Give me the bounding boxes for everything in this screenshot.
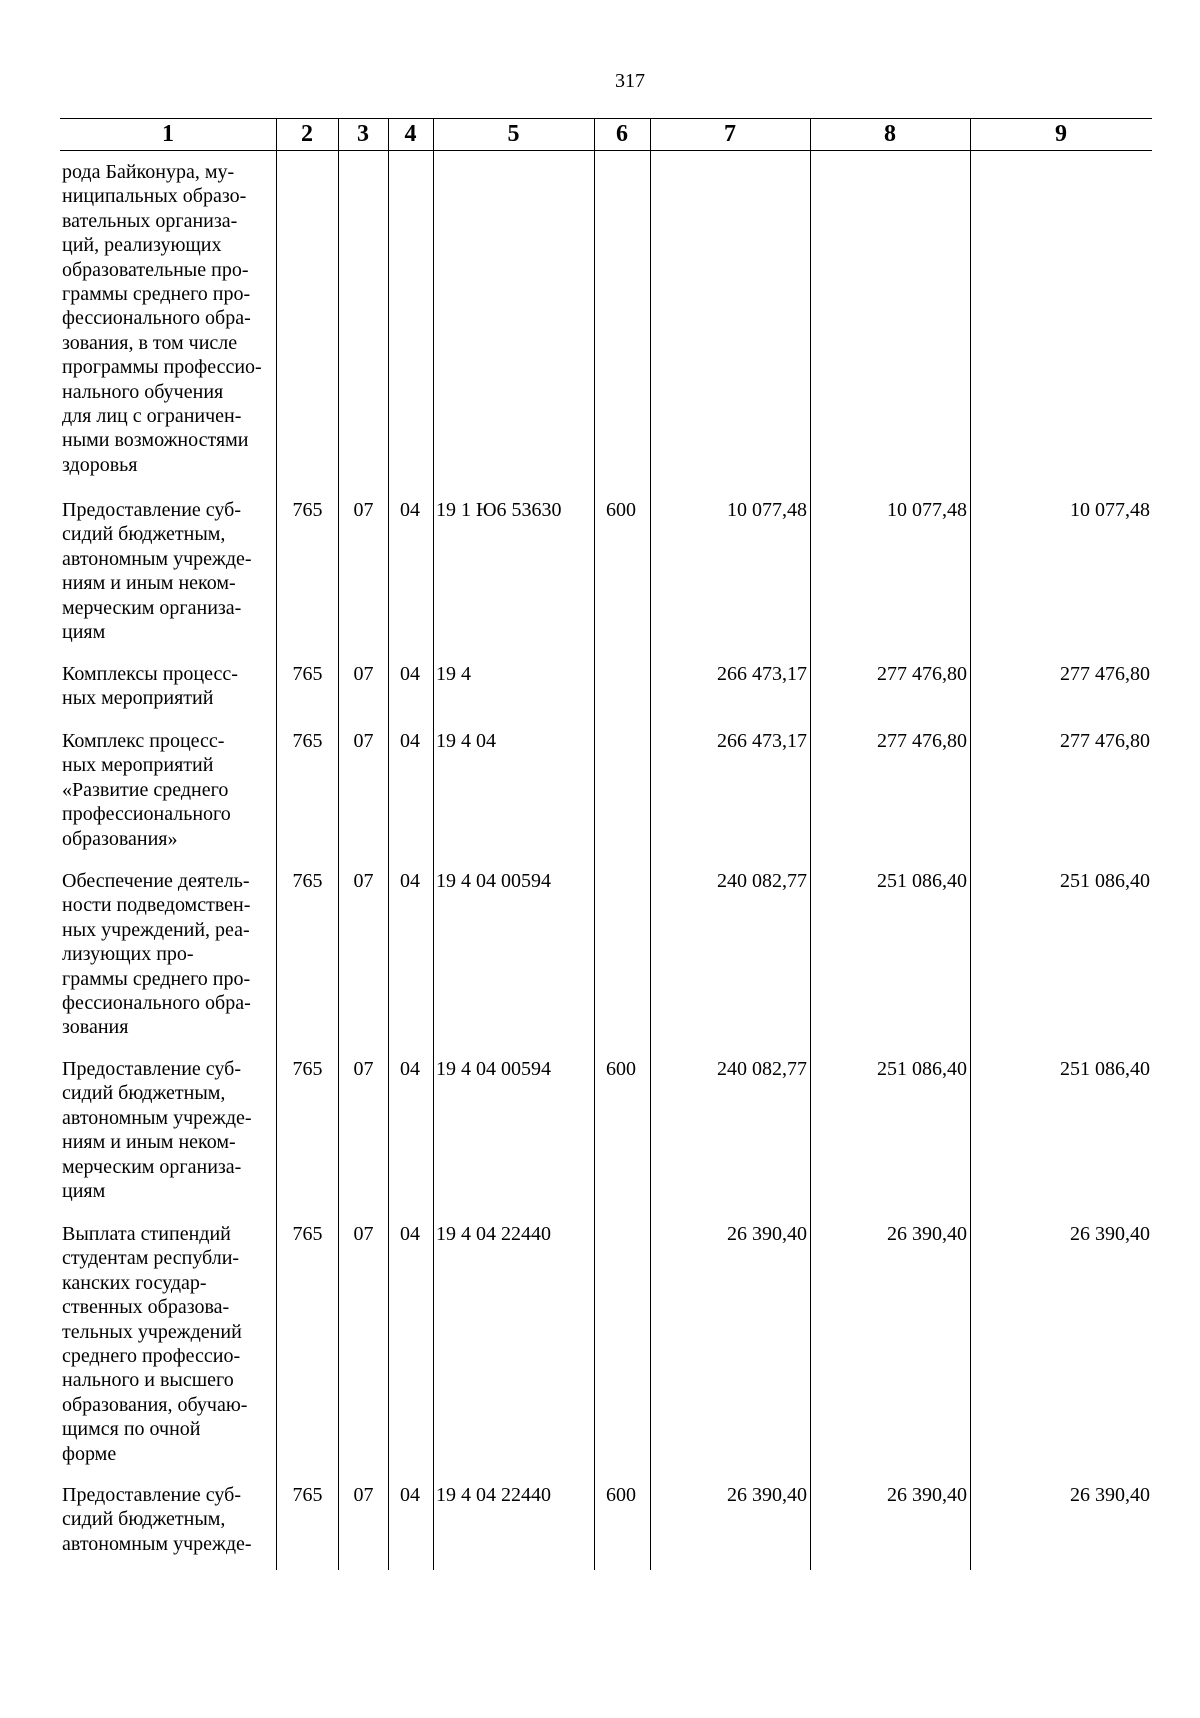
cell-amount-9: 277 476,80 — [1060, 730, 1150, 752]
header-col-5: 5 — [507, 121, 520, 147]
cell-code-5: 19 4 04 — [436, 730, 496, 752]
header-col-8: 8 — [884, 121, 896, 147]
row-description: Предоставление суб- сидий бюджетным, автономным учрежде- ниям и иным неком- мерческим организа- циям — [62, 1058, 252, 1203]
row-description: Выплата стипендий студентам республи- канских государ- ственных образова- тельных учреждений среднего профессио- нального и высшего образования, обучаю- щимся по очной форме — [62, 1223, 248, 1465]
cell-amount-9: 26 390,40 — [1070, 1223, 1150, 1245]
header-col-4: 4 — [404, 121, 417, 147]
cell-code-4: 04 — [400, 499, 420, 521]
cell-code-4: 04 — [400, 1484, 420, 1506]
cell-code-2: 765 — [292, 1058, 323, 1080]
column-divider — [650, 118, 651, 1570]
cell-amount-9: 26 390,40 — [1070, 1484, 1150, 1506]
cell-amount-8: 277 476,80 — [877, 663, 967, 685]
cell-code-3: 07 — [353, 499, 374, 521]
cell-code-2: 765 — [292, 730, 323, 752]
cell-code-3: 07 — [353, 663, 374, 685]
cell-amount-8: 251 086,40 — [877, 1058, 967, 1080]
cell-code-2: 765 — [292, 1484, 323, 1506]
cell-amount-7: 240 082,77 — [717, 870, 807, 892]
cell-amount-7: 26 390,40 — [727, 1484, 807, 1506]
cell-code-5: 19 4 04 22440 — [436, 1223, 551, 1245]
cell-amount-9: 251 086,40 — [1060, 1058, 1150, 1080]
page-number: 317 — [615, 70, 645, 92]
cell-code-5: 19 4 04 00594 — [436, 870, 551, 892]
cell-code-2: 765 — [292, 1223, 323, 1245]
cell-amount-9: 251 086,40 — [1060, 870, 1150, 892]
column-divider — [433, 118, 434, 1570]
header-col-7: 7 — [724, 121, 736, 147]
cell-amount-8: 26 390,40 — [887, 1484, 967, 1506]
header-col-2: 2 — [301, 121, 313, 147]
cell-code-4: 04 — [400, 730, 420, 752]
cell-code-4: 04 — [400, 870, 420, 892]
cell-amount-8: 251 086,40 — [877, 870, 967, 892]
column-divider — [810, 118, 811, 1570]
budget-table — [60, 118, 1152, 1570]
column-divider — [388, 118, 389, 1570]
cell-amount-7: 26 390,40 — [727, 1223, 807, 1245]
cell-amount-9: 277 476,80 — [1060, 663, 1150, 685]
cell-amount-8: 10 077,48 — [887, 499, 967, 521]
cell-amount-7: 240 082,77 — [717, 1058, 807, 1080]
cell-amount-7: 266 473,17 — [717, 730, 807, 752]
column-divider — [594, 118, 595, 1570]
header-col-6: 6 — [616, 121, 628, 147]
cell-amount-8: 277 476,80 — [877, 730, 967, 752]
row-description: Обеспечение деятель- ности подведомствен- ных учреждений, реа- лизующих про- граммы среднего про- фессионального обра- зования — [62, 870, 251, 1039]
column-divider — [970, 118, 971, 1570]
cell-code-4: 04 — [400, 663, 420, 685]
cell-code-6: 600 — [606, 1058, 636, 1080]
row-description: рода Байконура, му- ниципальных образо- вательных организа- ций, реализующих образовательные про- граммы среднего про- фессионального обра- зования, в том числе программы профессио- нального обучения для лиц с ограничен- ными возможностями здоровья — [62, 161, 262, 476]
cell-code-4: 04 — [400, 1058, 420, 1080]
cell-amount-8: 26 390,40 — [887, 1223, 967, 1245]
cell-code-4: 04 — [400, 1223, 420, 1245]
header-col-3: 3 — [357, 121, 369, 147]
header-col-1: 1 — [162, 121, 174, 147]
cell-code-6: 600 — [606, 499, 636, 521]
cell-code-3: 07 — [353, 1484, 374, 1506]
row-description: Комплексы процесс- ных мероприятий — [62, 663, 238, 710]
header-bottom-rule — [60, 150, 1152, 151]
cell-code-3: 07 — [353, 870, 374, 892]
cell-code-2: 765 — [292, 870, 323, 892]
cell-code-5: 19 4 — [436, 663, 471, 685]
cell-code-3: 07 — [353, 1223, 374, 1245]
cell-amount-9: 10 077,48 — [1070, 499, 1150, 521]
row-description: Комплекс процесс- ных мероприятий «Развитие среднего профессионального образования» — [62, 730, 231, 850]
cell-code-5: 19 1 Ю6 53630 — [436, 499, 562, 521]
cell-code-6: 600 — [606, 1484, 636, 1506]
column-divider — [338, 118, 339, 1570]
cell-code-3: 07 — [353, 1058, 374, 1080]
cell-code-2: 765 — [292, 663, 323, 685]
cell-amount-7: 10 077,48 — [727, 499, 807, 521]
cell-code-5: 19 4 04 00594 — [436, 1058, 551, 1080]
row-description: Предоставление суб- сидий бюджетным, автономным учрежде- ниям и иным неком- мерческим организа- циям — [62, 499, 252, 644]
cell-code-5: 19 4 04 22440 — [436, 1484, 551, 1506]
header-col-9: 9 — [1055, 121, 1067, 147]
cell-code-3: 07 — [353, 730, 374, 752]
column-divider — [276, 118, 277, 1570]
row-description: Предоставление суб- сидий бюджетным, автономным учрежде- — [62, 1484, 252, 1555]
cell-amount-7: 266 473,17 — [717, 663, 807, 685]
cell-code-2: 765 — [292, 499, 323, 521]
